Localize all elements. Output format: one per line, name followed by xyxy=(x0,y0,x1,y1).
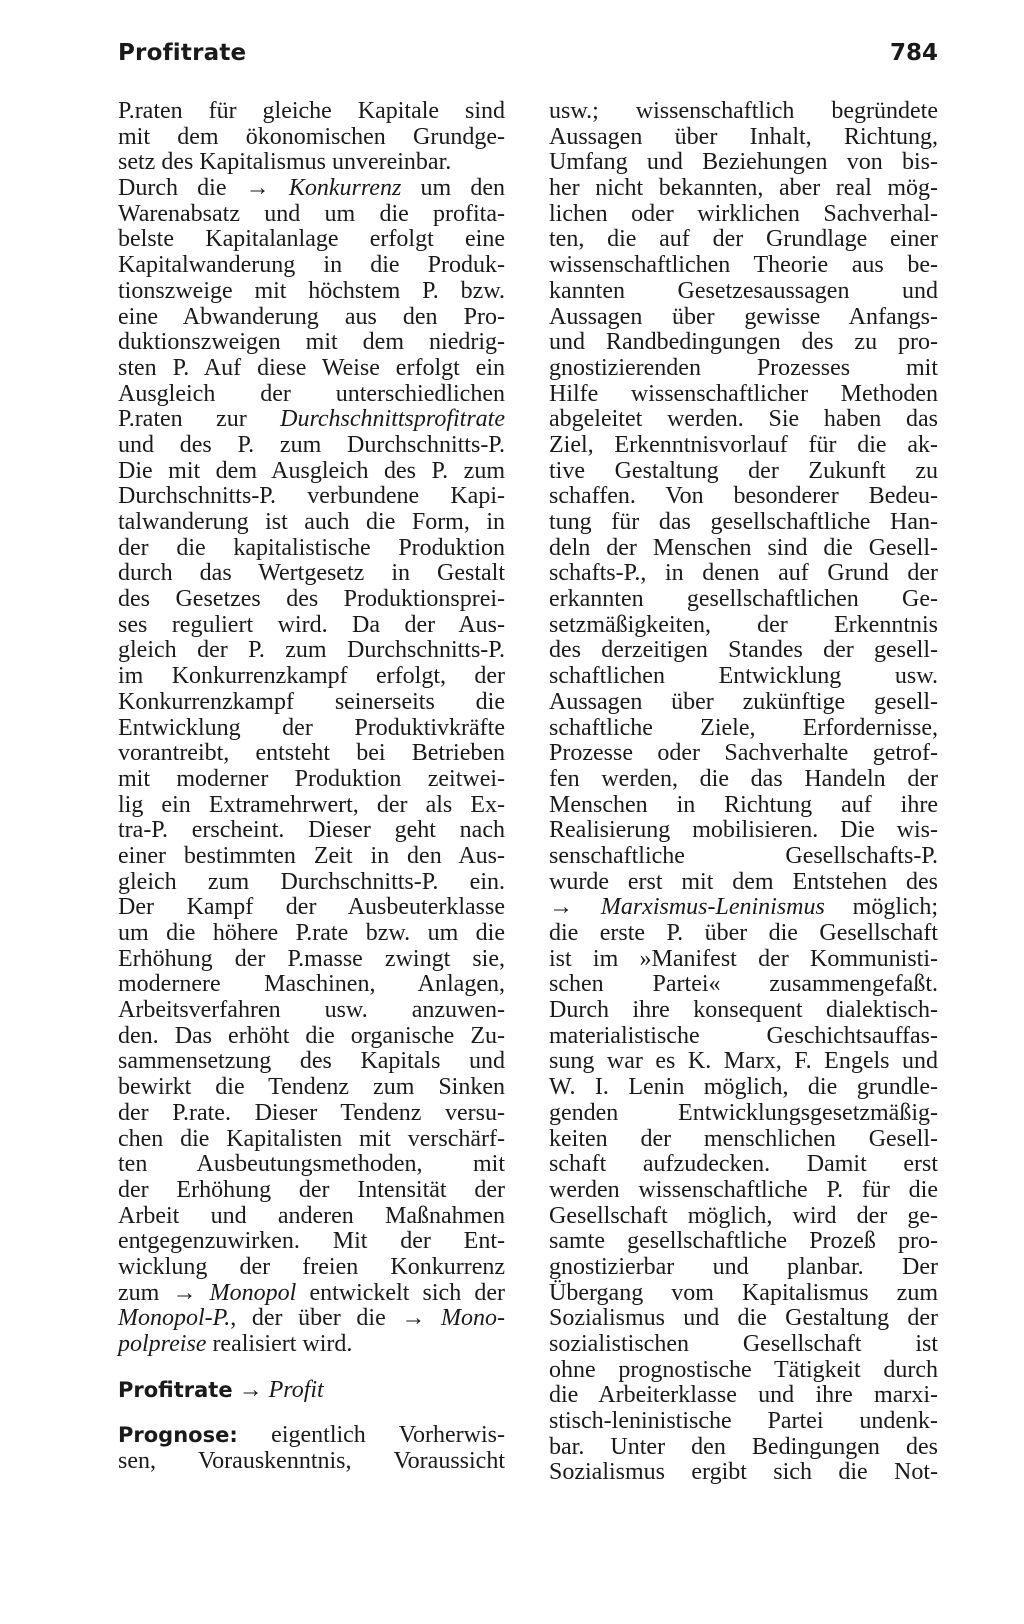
text-line: bewirkt die Tendenz zum Sinken xyxy=(118,1074,505,1101)
text-segment: Durch die xyxy=(118,175,246,202)
text-line: duktionszweigen mit dem niedrig- xyxy=(118,329,505,356)
text-line: abgeleitet werden. Sie haben das xyxy=(549,406,938,433)
text-line: deln der Menschen sind die Gesell- xyxy=(549,534,938,561)
cross-reference-arrow-icon: → xyxy=(549,894,573,921)
text-line: Gesellschaft möglich, wird der ge- xyxy=(549,1202,938,1229)
entry-profitrate-crossref xyxy=(118,1378,505,1404)
text-segment: P.raten zur xyxy=(118,406,281,433)
text-line xyxy=(118,1306,505,1332)
text-segment xyxy=(573,894,601,920)
text-line: schaftliche Ziele, Erfordernisse, xyxy=(549,714,938,741)
text-line: mit moderner Produktion zeitwei- xyxy=(118,765,505,792)
cross-reference-term: Monopol-P. xyxy=(118,1305,231,1332)
text-line xyxy=(549,895,938,921)
text-line: tra-P. erscheint. Dieser geht nach xyxy=(118,817,505,844)
entry-term: Prognose: xyxy=(118,1423,238,1448)
text-line: Realisierung mobilisieren. Die wis- xyxy=(549,817,938,844)
entry-text: eigentlich Vorherwis- xyxy=(271,1422,506,1449)
text-line: senschaftliche Gesellschafts-P. xyxy=(549,842,938,869)
text-line: lichen oder wirklichen Sachverhal- xyxy=(549,200,938,227)
text-line: tive Gestaltung der Zukunft zu xyxy=(549,457,938,484)
cross-reference-term: Marxismus-Leninismus xyxy=(600,894,825,921)
entry-gap xyxy=(118,1358,505,1378)
text-line: ohne prognostische Tätigkeit durch xyxy=(549,1356,938,1383)
text-line: Aussagen über gewisse Anfangs- xyxy=(549,303,938,330)
text-segment: , der über die xyxy=(230,1305,402,1332)
text-line: schen Partei« zusammengefaßt. xyxy=(549,971,938,998)
cross-reference-term: Monopol xyxy=(209,1279,297,1306)
text-line: sung war es K. Marx, F. Engels und xyxy=(549,1048,938,1075)
text-line: bar. Unter den Bedingungen des xyxy=(549,1433,938,1460)
text-segment: zum xyxy=(118,1279,173,1306)
cross-reference-arrow-icon: → xyxy=(401,1305,426,1332)
page-number: 784 xyxy=(889,40,938,66)
right-column-body xyxy=(549,99,938,1486)
text-segment: entwickelt sich der xyxy=(296,1279,506,1306)
text-line: des Gesetzes des Produktionsprei- xyxy=(118,586,505,613)
text-line: ist im »Manifest der Kommunisti- xyxy=(549,945,938,972)
text-line: modernere Maschinen, Anlagen, xyxy=(118,971,505,998)
text-line: schaffen. Von besonderer Bedeu- xyxy=(549,483,938,510)
text-line: durch das Wertgesetz in Gestalt xyxy=(118,560,505,587)
text-line: mit dem ökonomischen Grundge- xyxy=(118,123,505,150)
text-line: und Randbedingungen des zu pro- xyxy=(549,329,938,356)
text-line: P.raten für gleiche Kapitale sind xyxy=(118,98,505,124)
text-line: der P.rate. Dieser Tendenz versu- xyxy=(118,1099,505,1126)
text-line: stisch-leninistische Partei undenk- xyxy=(549,1408,938,1435)
entry-term: Profitrate xyxy=(118,1377,233,1402)
text-line: einer bestimmten Zeit in den Aus- xyxy=(118,842,505,869)
running-header-keyword: Profitrate xyxy=(118,40,247,66)
text-line: schaft aufzudecken. Damit erst xyxy=(549,1151,938,1178)
text-segment xyxy=(425,1305,441,1331)
text-line: der die kapitalistische Produktion xyxy=(118,534,505,561)
text-line: ten Ausbeutungsmethoden, mit xyxy=(118,1151,505,1178)
text-line: Erhöhung der P.masse zwingt sie, xyxy=(118,945,505,972)
text-line: sten P. Auf diese Weise erfolgt ein xyxy=(118,354,505,381)
right-column xyxy=(549,99,938,1486)
cross-reference-arrow-icon: → xyxy=(172,1279,197,1306)
text-segment: realisiert wird. xyxy=(206,1331,353,1357)
text-line: materialistische Geschichtsauffas- xyxy=(549,1022,938,1049)
text-line xyxy=(118,176,505,202)
text-line xyxy=(118,407,505,433)
text-line: usw.; wissenschaftlich begründete xyxy=(549,98,938,124)
text-line: des derzeitigen Standes der gesell- xyxy=(549,637,938,664)
text-line: Sozialismus und die Gestaltung der xyxy=(549,1305,938,1332)
text-segment xyxy=(270,175,289,201)
text-line: den. Das erhöht die organische Zu- xyxy=(118,1022,505,1049)
cross-reference-term: Mono- xyxy=(441,1305,506,1332)
text-line: Umfang und Beziehungen von bis- xyxy=(549,149,938,176)
text-line: belste Kapitalanlage erfolgt eine xyxy=(118,226,505,253)
text-line: Sozialismus ergibt sich die Not- xyxy=(549,1459,938,1486)
text-line: kannten Gesetzesaussagen und xyxy=(549,277,938,304)
text-line: entgegenzuwirken. Mit der Ent- xyxy=(118,1228,505,1255)
cross-reference-target: Profit xyxy=(268,1376,324,1403)
text-line: werden wissenschaftliche P. für die xyxy=(549,1176,938,1203)
text-line: wissenschaftlichen Theorie aus be- xyxy=(549,252,938,279)
text-line: sozialistischen Gesellschaft ist xyxy=(549,1331,938,1357)
text-line: erkannten gesellschaftlichen Ge- xyxy=(549,586,938,613)
left-column xyxy=(118,99,505,1475)
text-line: talwanderung ist auch die Form, in xyxy=(118,509,505,535)
text-line: schaftlichen Entwicklung usw. xyxy=(549,663,938,690)
cross-reference-arrow-icon: → xyxy=(238,1376,263,1403)
text-line: setzmäßigkeiten, der Erkenntnis xyxy=(549,611,938,638)
text-line: Arbeit und anderen Maßnahmen xyxy=(118,1202,505,1229)
text-line: Warenabsatz und um die profita- xyxy=(118,200,505,227)
text-line: keiten der menschlichen Gesell- xyxy=(549,1125,938,1152)
text-line: die erste P. über die Gesellschaft xyxy=(549,920,938,946)
text-line: W. I. Lenin möglich, die grundle- xyxy=(549,1074,938,1101)
text-line: gnostizierbar und planbar. Der xyxy=(549,1253,938,1280)
text-line: Entwicklung der Produktivkräfte xyxy=(118,714,505,741)
cross-reference-arrow-icon: → xyxy=(245,175,270,202)
text-line: Durch ihre konsequent dialektisch- xyxy=(549,997,938,1024)
text-segment xyxy=(196,1280,209,1306)
text-line: Hilfe wissenschaftlicher Methoden xyxy=(549,380,938,407)
text-line: Aussagen über Inhalt, Richtung, xyxy=(549,123,938,150)
cross-reference-term: polpreise xyxy=(118,1331,207,1357)
text-line: Ziel, Erkenntnisvorlauf für die ak- xyxy=(549,431,938,458)
text-line: schafts-P., in denen auf Grund der xyxy=(549,560,938,587)
text-line: gnostizierenden Prozesses mit xyxy=(549,354,938,381)
text-line: ses reguliert wird. Da der Aus- xyxy=(118,611,505,638)
text-line: vorantreibt, entsteht bei Betrieben xyxy=(118,740,505,767)
text-line: gleich zum Durchschnitts-P. ein. xyxy=(118,868,505,895)
text-line: Ausgleich der unterschiedlichen xyxy=(118,380,505,407)
text-line: wicklung der freien Konkurrenz xyxy=(118,1253,505,1280)
text-line: her nicht bekannten, aber real mög- xyxy=(549,175,938,202)
text-line: tionszweige mit höchstem P. bzw. xyxy=(118,277,505,304)
entry-gap xyxy=(118,1403,505,1423)
cross-reference-term: Durchschnittsprofitrate xyxy=(280,406,505,433)
text-line: Aussagen über zukünftige gesell- xyxy=(549,688,938,715)
text-line: Der Kampf der Ausbeuterklasse xyxy=(118,894,505,921)
entry-prognose-line-2: sen, Vorauskenntnis, Voraussicht xyxy=(118,1448,505,1475)
text-segment: um den xyxy=(401,175,506,202)
left-column-body xyxy=(118,99,505,1358)
entry-prognose-line-1 xyxy=(118,1423,505,1449)
text-segment: möglich; xyxy=(824,894,938,921)
text-line: Prozesse oder Sachverhalte getrof- xyxy=(549,740,938,767)
text-line: Übergang vom Kapitalismus zum xyxy=(549,1279,938,1306)
text-line: der Erhöhung der Intensität der xyxy=(118,1176,505,1203)
text-line: sammensetzung des Kapitals und xyxy=(118,1048,505,1075)
text-line: im Konkurrenzkampf erfolgt, der xyxy=(118,663,505,690)
text-line: genden Entwicklungsgesetzmäßig- xyxy=(549,1099,938,1126)
text-line: um die höhere P.rate bzw. um die xyxy=(118,920,505,946)
text-line: chen die Kapitalisten mit verschärf- xyxy=(118,1125,505,1152)
text-line: fen werden, die das Handeln der xyxy=(549,765,938,792)
text-line: Menschen in Richtung auf ihre xyxy=(549,791,938,818)
text-line: wurde erst mit dem Entstehen des xyxy=(549,868,938,895)
text-line: gleich der P. zum Durchschnitts-P. xyxy=(118,637,505,664)
text-line: und des P. zum Durchschnitts-P. xyxy=(118,431,505,458)
text-line: Arbeitsverfahren usw. anzuwen- xyxy=(118,997,505,1024)
cross-reference-term: Konkurrenz xyxy=(288,175,402,202)
text-line: eine Abwanderung aus den Pro- xyxy=(118,303,505,330)
text-line: Durchschnitts-P. verbundene Kapi- xyxy=(118,483,505,510)
text-line xyxy=(118,1281,505,1307)
text-line: samte gesellschaftliche Prozeß pro- xyxy=(549,1228,938,1255)
text-line: die Arbeiterklasse und ihre marxi- xyxy=(549,1382,938,1409)
text-line: Die mit dem Ausgleich des P. zum xyxy=(118,457,505,484)
text-line: lig ein Extramehrwert, der als Ex- xyxy=(118,791,505,818)
text-line: ten, die auf der Grundlage einer xyxy=(549,226,938,253)
text-line xyxy=(118,1332,505,1358)
text-line: setz des Kapitalismus unvereinbar. xyxy=(118,149,452,176)
text-line: Kapitalwanderung in die Produk- xyxy=(118,252,505,279)
text-line: Konkurrenzkampf seinerseits die xyxy=(118,688,505,715)
text-line: tung für das gesellschaftliche Han- xyxy=(549,509,938,535)
